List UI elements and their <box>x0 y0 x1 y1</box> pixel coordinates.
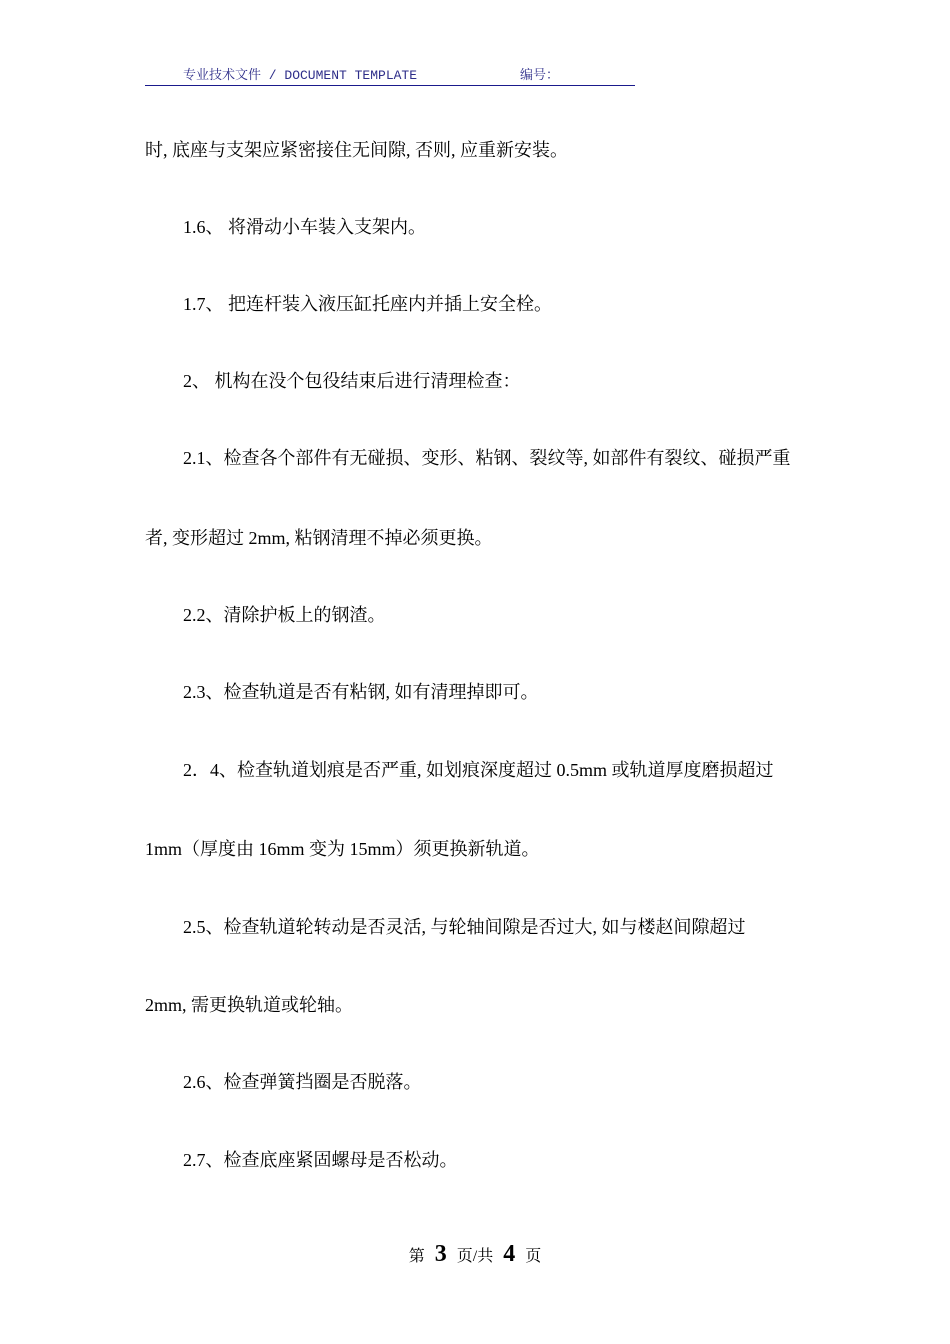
body-line: 2.2、清除护板上的钢渣。 <box>183 605 386 625</box>
body-line: 2mm, 需更换轨道或轮轴。 <box>145 995 354 1015</box>
header-title: 专业技术文件 / DOCUMENT TEMPLATE <box>183 68 418 83</box>
body-line: 2.5、检查轨道轮转动是否灵活, 与轮轴间隙是否过大, 如与楼赵间隙超过 <box>183 917 746 937</box>
footer-middle: 页/共 <box>456 1248 494 1265</box>
body-line: 1mm（厚度由 16mm 变为 15mm）须更换新轨道。 <box>145 839 540 859</box>
body-line: 者, 变形超过 2mm, 粘钢清理不掉必须更换。 <box>145 528 493 548</box>
body-line: 1.7、 把连杆装入液压缸托座内并插上安全栓。 <box>183 294 552 314</box>
body-line: 2.1、检查各个部件有无碰损、变形、粘钢、裂纹等, 如部件有裂纹、碰损严重 <box>183 448 791 468</box>
total-pages-number: 4 <box>503 1241 516 1267</box>
footer-prefix: 第 <box>408 1248 425 1265</box>
body-line: 2.6、检查弹簧挡圈是否脱落。 <box>183 1072 422 1092</box>
body-line: 2、 机构在没个包役结束后进行清理检查： <box>183 371 521 391</box>
body-line: 1.6、 将滑动小车装入支架内。 <box>183 217 426 237</box>
body-line: 2.3、检查轨道是否有粘钢, 如有清理掉即可。 <box>183 682 539 702</box>
footer-suffix: 页 <box>525 1248 542 1265</box>
page-header <box>145 66 635 86</box>
body-line: 2.7、检查底座紧固螺母是否松动。 <box>183 1150 458 1170</box>
current-page-number: 3 <box>434 1241 447 1267</box>
page-footer <box>0 1240 950 1271</box>
header-number-label: 编号： <box>520 68 560 83</box>
body-line: 时, 底座与支架应紧密接住无间隙, 否则, 应重新安装。 <box>145 140 568 160</box>
body-line: 2．4、检查轨道划痕是否严重, 如划痕深度超过 0.5mm 或轨道厚度磨损超过 <box>183 760 774 780</box>
